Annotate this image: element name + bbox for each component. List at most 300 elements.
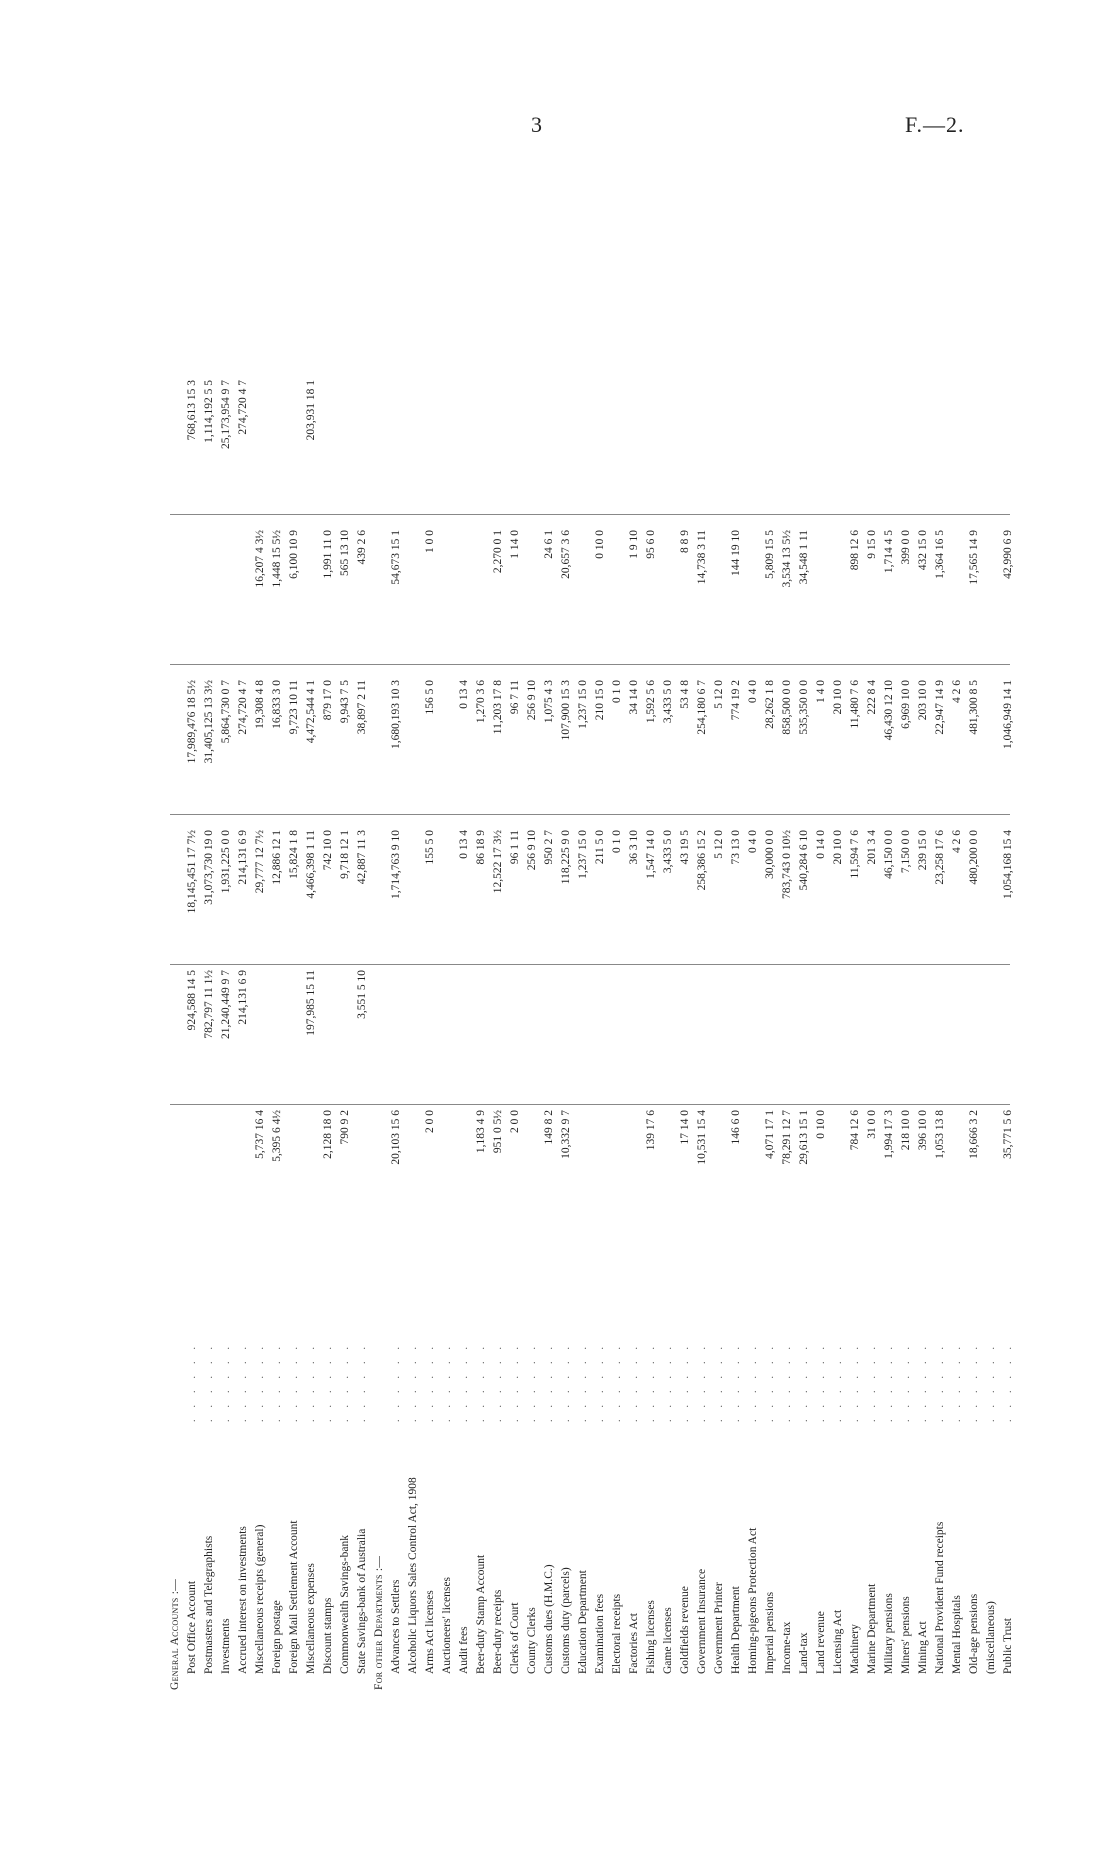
amount-value: 16,207 4 3½ — [254, 530, 266, 588]
amount-cell — [475, 830, 487, 960]
amount-cell — [322, 680, 334, 810]
amount-cell — [900, 680, 912, 810]
amount-value: 96 1 11 — [509, 830, 521, 865]
amount-value: 42,887 11 3 — [356, 830, 368, 885]
amount-value: 156 5 0 — [424, 680, 436, 715]
amount-cell — [237, 380, 249, 510]
amount-value: 19,308 4 8 — [254, 680, 266, 729]
amount-value: 0 13 4 — [458, 680, 470, 709]
amount-cell — [458, 680, 470, 810]
amount-value: 29,777 12 7½ — [254, 830, 266, 894]
amount-cell — [934, 680, 946, 810]
amount-value: 30,000 0 0 — [764, 830, 776, 879]
row-label — [356, 1430, 368, 1690]
row-label — [628, 1430, 640, 1690]
leader-dots-row: ...... — [255, 1335, 266, 1422]
amount-cell — [271, 1110, 283, 1240]
row-label — [560, 1430, 572, 1690]
amount-cell — [390, 680, 402, 810]
row-label-text: Government Insurance — [696, 1568, 708, 1674]
amount-value: 1,714,763 9 10 — [390, 830, 402, 899]
amount-value: 254,180 6 7 — [696, 680, 708, 735]
row-label — [543, 1430, 555, 1690]
amount-cell — [186, 680, 198, 810]
section-heading — [169, 1430, 181, 1690]
amount-cell — [917, 680, 929, 810]
leader-dots-row: ...... — [629, 1335, 640, 1422]
amount-value: 1,237 15 0 — [577, 680, 589, 729]
amount-value: 11,480 7 6 — [849, 680, 861, 729]
amount-cell — [288, 830, 300, 960]
amount-value: 1,237 15 0 — [577, 830, 589, 879]
leader-dots-row: ...... — [561, 1335, 572, 1422]
row-label — [832, 1430, 844, 1690]
leader-dots-row: ...... — [425, 1335, 436, 1422]
leader-dots-row: ...... — [969, 1335, 980, 1422]
leader-dots-row: ...... — [986, 1335, 997, 1422]
leader-dots-row: ...... — [408, 1335, 419, 1422]
amount-value: 31,073,730 19 0 — [203, 830, 215, 905]
amount-cell — [1002, 830, 1014, 960]
amount-value: 10,531 15 4 — [696, 1110, 708, 1165]
amount-value: 21,240,449 9 7 — [220, 970, 232, 1039]
row-label-text: Customs duty (parcels) — [560, 1567, 572, 1674]
amount-cell — [424, 530, 436, 660]
row-label — [900, 1430, 912, 1690]
leader-dots-row: ...... — [221, 1335, 232, 1422]
amount-cell — [815, 830, 827, 960]
row-label-text: Advances to Settlers — [390, 1579, 402, 1674]
amount-value: 203 10 0 — [917, 680, 929, 721]
amount-cell — [186, 380, 198, 510]
amount-cell — [203, 970, 215, 1100]
leader-dots-row: ...... — [272, 1335, 283, 1422]
amount-value: 3,551 5 10 — [356, 970, 368, 1019]
amount-value: 53 4 8 — [679, 680, 691, 709]
row-label — [968, 1430, 980, 1690]
amount-value: 3,534 13 5½ — [781, 530, 793, 588]
amount-cell — [781, 1110, 793, 1240]
amount-cell — [679, 530, 691, 660]
amount-value: 256 9 10 — [526, 680, 538, 721]
amount-cell — [339, 830, 351, 960]
amount-cell — [866, 1110, 878, 1240]
amount-cell — [560, 1110, 572, 1240]
section-heading — [373, 1430, 385, 1690]
row-label — [220, 1430, 232, 1690]
row-label-text: Foreign Mail Settlement Account — [288, 1520, 300, 1674]
leader-dots-row: ...... — [204, 1335, 215, 1422]
amount-cell — [458, 830, 470, 960]
amount-value: 239 15 0 — [917, 830, 929, 871]
leader-dots-row: ...... — [238, 1335, 249, 1422]
amount-cell — [917, 1110, 929, 1240]
leader-dots-row: ...... — [765, 1335, 776, 1422]
amount-value: 17,989,476 18 5½ — [186, 680, 198, 764]
amount-cell — [254, 680, 266, 810]
amount-value: 1,270 3 6 — [475, 680, 487, 724]
amount-value: 20,103 15 6 — [390, 1110, 402, 1165]
amount-cell — [492, 530, 504, 660]
amount-value: 2 0 0 — [509, 1110, 521, 1133]
leader-dots-row: ...... — [935, 1335, 946, 1422]
leader-dots-row: ...... — [476, 1335, 487, 1422]
row-label-text: Alcoholic Liquors Sales Control Act, 1908 — [407, 1477, 419, 1674]
amount-cell — [730, 1110, 742, 1240]
row-label — [747, 1430, 759, 1690]
row-label-text: Beer-duty Stamp Account — [475, 1554, 487, 1674]
amount-cell — [186, 970, 198, 1100]
row-label-text: Clerks of Court — [509, 1602, 521, 1674]
row-label — [254, 1430, 266, 1690]
amount-value: 768,613 15 3 — [186, 380, 198, 441]
leader-dots-row: ...... — [442, 1335, 453, 1422]
amount-cell — [934, 1110, 946, 1240]
amount-value: 1,994 17 3 — [883, 1110, 895, 1159]
amount-value: 34,548 1 11 — [798, 530, 810, 585]
amount-value: 258,386 15 2 — [696, 830, 708, 891]
amount-cell — [645, 680, 657, 810]
amount-cell — [679, 1110, 691, 1240]
amount-cell — [237, 830, 249, 960]
row-label-text: County Clerks — [526, 1607, 538, 1674]
row-label-text: Electoral receipts — [611, 1593, 623, 1674]
amount-value: 858,500 0 0 — [781, 680, 793, 735]
amount-cell — [594, 830, 606, 960]
row-label-text: For other Departments :— — [373, 1555, 385, 1690]
amount-cell — [475, 680, 487, 810]
row-label-text: Imperial pensions — [764, 1591, 776, 1674]
leader-dots-row: ...... — [850, 1335, 861, 1422]
amount-cell — [509, 530, 521, 660]
ledger-table — [130, 170, 1060, 1690]
amount-cell — [832, 830, 844, 960]
amount-cell — [271, 680, 283, 810]
row-label-text: Machinery — [849, 1624, 861, 1674]
row-label — [458, 1430, 470, 1690]
amount-value: 1,075 4 3 — [543, 680, 555, 724]
row-label — [186, 1430, 198, 1690]
amount-cell — [815, 1110, 827, 1240]
amount-cell — [917, 530, 929, 660]
row-label-text: Education Department — [577, 1570, 589, 1674]
amount-cell — [594, 530, 606, 660]
leader-dots-row: ...... — [867, 1335, 878, 1422]
amount-value: 1,053 13 8 — [934, 1110, 946, 1159]
amount-value: 155 5 0 — [424, 830, 436, 865]
row-label-text: Discount stamps — [322, 1597, 334, 1674]
amount-cell — [764, 530, 776, 660]
row-label-text: (miscellaneous) — [985, 1601, 997, 1674]
leader-dots-row: ...... — [748, 1335, 759, 1422]
amount-value: 1,183 4 9 — [475, 1110, 487, 1154]
amount-value: 34 14 0 — [628, 680, 640, 715]
amount-value: 2,128 18 0 — [322, 1110, 334, 1159]
leader-dots-row: ...... — [187, 1335, 198, 1422]
amount-cell — [560, 530, 572, 660]
row-label-text: Audit fees — [458, 1626, 470, 1674]
amount-value: 0 14 0 — [815, 830, 827, 859]
amount-value: 20,657 3 6 — [560, 530, 572, 579]
amount-value: 31,405,125 13 3½ — [203, 680, 215, 764]
amount-cell — [492, 680, 504, 810]
amount-value: 214,131 6 9 — [237, 970, 249, 1025]
amount-value: 7,150 0 0 — [900, 830, 912, 874]
leader-dots-row: ...... — [459, 1335, 470, 1422]
leader-dots-row: ...... — [918, 1335, 929, 1422]
amount-cell — [271, 530, 283, 660]
row-label — [288, 1430, 300, 1690]
amount-value: 1,364 16 5 — [934, 530, 946, 579]
amount-value: 1,448 15 5½ — [271, 530, 283, 588]
row-label — [526, 1430, 538, 1690]
amount-value: 5,864,730 0 7 — [220, 680, 232, 744]
amount-value: 9 15 0 — [866, 530, 878, 559]
amount-cell — [254, 530, 266, 660]
row-label — [271, 1430, 283, 1690]
row-label-text: Land-tax — [798, 1632, 810, 1674]
amount-value: 20 10 0 — [832, 680, 844, 715]
amount-value: 540,284 6 10 — [798, 830, 810, 891]
amount-cell — [509, 1110, 521, 1240]
amount-cell — [526, 830, 538, 960]
row-label — [917, 1430, 929, 1690]
amount-value: 1,931,225 0 0 — [220, 830, 232, 894]
amount-cell — [305, 380, 317, 510]
amount-cell — [764, 680, 776, 810]
amount-cell — [696, 680, 708, 810]
amount-cell — [254, 1110, 266, 1240]
leader-dots-row: ...... — [833, 1335, 844, 1422]
amount-cell — [509, 830, 521, 960]
amount-cell — [900, 1110, 912, 1240]
amount-cell — [645, 1110, 657, 1240]
amount-value: 782,797 11 1½ — [203, 970, 215, 1039]
amount-value: 31 0 0 — [866, 1110, 878, 1139]
amount-value: 0 4 0 — [747, 680, 759, 703]
leader-dots-row: ...... — [612, 1335, 623, 1422]
amount-value: 54,673 15 1 — [390, 530, 402, 585]
amount-cell — [696, 1110, 708, 1240]
column-rule — [170, 514, 1010, 515]
row-label — [849, 1430, 861, 1690]
amount-cell — [203, 680, 215, 810]
amount-value: 1,046,949 14 1 — [1002, 680, 1014, 749]
row-label-text: Miscellaneous expenses — [305, 1563, 317, 1674]
amount-cell — [866, 830, 878, 960]
amount-cell — [424, 830, 436, 960]
row-label — [237, 1430, 249, 1690]
amount-value: 783,743 0 10½ — [781, 830, 793, 899]
amount-cell — [730, 680, 742, 810]
amount-value: 218 10 0 — [900, 1110, 912, 1151]
row-label-text: Miners' pensions — [900, 1596, 912, 1674]
amount-value: 1,592 5 6 — [645, 680, 657, 724]
amount-cell — [849, 1110, 861, 1240]
amount-cell — [679, 680, 691, 810]
row-label-text: Land revenue — [815, 1611, 827, 1674]
leader-dots-row: ...... — [799, 1335, 810, 1422]
amount-value: 10,332 9 7 — [560, 1110, 572, 1159]
amount-cell — [747, 680, 759, 810]
amount-value: 1 4 0 — [815, 680, 827, 703]
amount-value: 29,613 15 1 — [798, 1110, 810, 1165]
row-label-text: Marine Department — [866, 1583, 878, 1674]
amount-value: 11,594 7 6 — [849, 830, 861, 879]
amount-cell — [628, 680, 640, 810]
amount-cell — [220, 970, 232, 1100]
row-label-text: Commonwealth Savings-bank — [339, 1535, 351, 1674]
amount-value: 46,150 0 0 — [883, 830, 895, 879]
amount-value: 950 2 7 — [543, 830, 555, 865]
amount-value: 23,258 17 6 — [934, 830, 946, 885]
leader-dots-row: ...... — [714, 1335, 725, 1422]
amount-cell — [356, 970, 368, 1100]
amount-cell — [900, 830, 912, 960]
leader-dots-row: ...... — [578, 1335, 589, 1422]
amount-cell — [781, 680, 793, 810]
amount-cell — [764, 1110, 776, 1240]
amount-value: 879 17 0 — [322, 680, 334, 721]
leader-dots-row: ...... — [680, 1335, 691, 1422]
amount-cell — [424, 680, 436, 810]
row-label — [883, 1430, 895, 1690]
leader-dots-row: ...... — [527, 1335, 538, 1422]
amount-value: 432 15 0 — [917, 530, 929, 571]
row-label — [934, 1430, 946, 1690]
amount-value: 18,666 3 2 — [968, 1110, 980, 1159]
amount-cell — [883, 830, 895, 960]
amount-cell — [288, 680, 300, 810]
amount-value: 28,262 1 8 — [764, 680, 776, 729]
amount-cell — [883, 530, 895, 660]
amount-cell — [543, 830, 555, 960]
amount-cell — [390, 530, 402, 660]
amount-cell — [560, 680, 572, 810]
amount-value: 1 14 0 — [509, 530, 521, 559]
row-label-text: Licensing Act — [832, 1609, 844, 1674]
amount-cell — [543, 680, 555, 810]
amount-cell — [254, 830, 266, 960]
row-label-text: Homing-pigeons Protection Act — [747, 1527, 759, 1674]
amount-cell — [203, 380, 215, 510]
amount-value: 78,291 12 7 — [781, 1110, 793, 1165]
row-label — [407, 1430, 419, 1690]
amount-cell — [186, 830, 198, 960]
amount-value: 11,203 17 8 — [492, 680, 504, 735]
leader-dots-row: ...... — [782, 1335, 793, 1422]
row-label-text: Income-tax — [781, 1621, 793, 1674]
leader-dots-row: ...... — [323, 1335, 334, 1422]
amount-cell — [305, 830, 317, 960]
amount-cell — [577, 830, 589, 960]
amount-cell — [696, 830, 708, 960]
row-label — [951, 1430, 963, 1690]
amount-cell — [492, 1110, 504, 1240]
amount-cell — [849, 830, 861, 960]
amount-cell — [305, 970, 317, 1100]
row-label-text: Miscellaneous receipts (general) — [254, 1524, 266, 1674]
leader-dots-row: ...... — [391, 1335, 402, 1422]
amount-cell — [832, 680, 844, 810]
amount-value: 2 0 0 — [424, 1110, 436, 1133]
amount-value: 16,833 3 0 — [271, 680, 283, 729]
amount-cell — [339, 1110, 351, 1240]
row-label-text: Mining Act — [917, 1621, 929, 1674]
amount-value: 2,270 0 1 — [492, 530, 504, 574]
row-label — [713, 1430, 725, 1690]
amount-cell — [390, 1110, 402, 1240]
amount-cell — [203, 830, 215, 960]
amount-value: 1,547 14 0 — [645, 830, 657, 879]
row-label — [594, 1430, 606, 1690]
row-label-text: Accrued interest on investments — [237, 1526, 249, 1674]
row-label-text: Investments — [220, 1618, 232, 1674]
amount-value: 22,947 14 9 — [934, 680, 946, 735]
amount-value: 898 12 6 — [849, 530, 861, 571]
column-rule — [170, 664, 1010, 665]
amount-value: 1,991 11 0 — [322, 530, 334, 579]
row-label — [441, 1430, 453, 1690]
amount-cell — [628, 530, 640, 660]
leader-dots-row: ...... — [306, 1335, 317, 1422]
row-label — [764, 1430, 776, 1690]
amount-value: 535,350 0 0 — [798, 680, 810, 735]
amount-value: 274,720 4 7 — [237, 680, 249, 735]
amount-value: 1 0 0 — [424, 530, 436, 553]
amount-value: 17,565 14 9 — [968, 530, 980, 585]
amount-value: 43 19 5 — [679, 830, 691, 865]
amount-value: 14,738 3 11 — [696, 530, 708, 585]
amount-value: 107,900 15 3 — [560, 680, 572, 741]
amount-value: 742 10 0 — [322, 830, 334, 871]
amount-value: 8 8 9 — [679, 530, 691, 553]
amount-cell — [339, 680, 351, 810]
row-label — [509, 1430, 521, 1690]
leader-dots-row: ...... — [289, 1335, 300, 1422]
row-label-text: Goldfields revenue — [679, 1586, 691, 1674]
amount-value: 214,131 6 9 — [237, 830, 249, 885]
row-label-text: Public Trust — [1002, 1618, 1014, 1674]
amount-cell — [798, 680, 810, 810]
amount-cell — [594, 680, 606, 810]
amount-value: 17 14 0 — [679, 1110, 691, 1145]
row-label — [203, 1430, 215, 1690]
row-label-text: Customs dues (H.M.C.) — [543, 1564, 555, 1674]
row-label — [305, 1430, 317, 1690]
amount-cell — [645, 530, 657, 660]
amount-cell — [322, 830, 334, 960]
amount-value: 4,472,544 4 1 — [305, 680, 317, 744]
amount-value: 18,145,451 17 7½ — [186, 830, 198, 914]
leader-dots-row: ...... — [901, 1335, 912, 1422]
row-label — [798, 1430, 810, 1690]
row-label — [577, 1430, 589, 1690]
amount-value: 46,430 12 10 — [883, 680, 895, 741]
amount-cell — [475, 1110, 487, 1240]
amount-value: 274,720 4 7 — [237, 380, 249, 435]
amount-value: 9,943 7 5 — [339, 680, 351, 724]
amount-value: 6,100 10 9 — [288, 530, 300, 579]
amount-value: 4,071 17 1 — [764, 1110, 776, 1159]
amount-cell — [424, 1110, 436, 1240]
amount-value: 210 15 0 — [594, 680, 606, 721]
amount-value: 0 13 4 — [458, 830, 470, 859]
leader-dots-row: ...... — [1003, 1335, 1014, 1422]
amount-value: 4 2 6 — [951, 830, 963, 853]
row-label-text: Arms Act licenses — [424, 1590, 436, 1674]
amount-value: 42,990 6 9 — [1002, 530, 1014, 579]
